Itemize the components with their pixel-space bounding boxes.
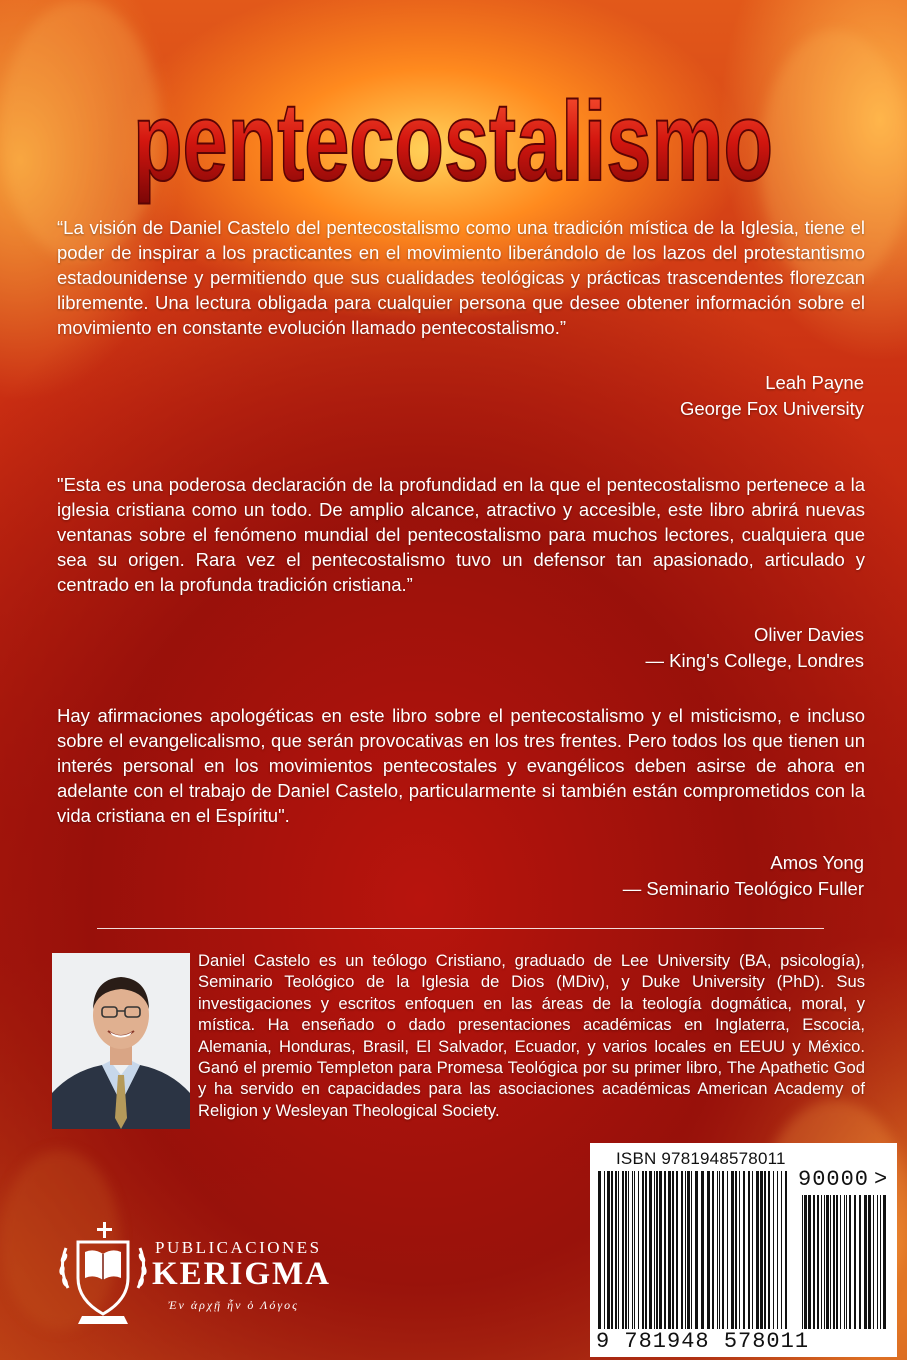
barcode-bar: [659, 1171, 662, 1329]
barcode-bar: [685, 1171, 686, 1329]
barcode-bar: [642, 1171, 644, 1329]
barcode-bar: [756, 1171, 759, 1329]
section-divider: [97, 928, 824, 929]
barcode-bar: [668, 1171, 671, 1329]
barcode-bar: [826, 1195, 829, 1329]
barcode-bar: [785, 1171, 787, 1329]
barcode-bar: [880, 1195, 881, 1329]
barcode-bar: [632, 1171, 633, 1329]
barcode-bar: [808, 1195, 811, 1329]
barcode-bar: [731, 1171, 734, 1329]
review-attribution-2: [364, 622, 864, 674]
barcode-bar: [628, 1171, 629, 1329]
author-photo: [52, 953, 190, 1129]
barcode-bar: [687, 1171, 690, 1329]
barcode-bar: [676, 1171, 678, 1329]
barcode-bar: [656, 1171, 658, 1329]
barcode-bar: [638, 1171, 639, 1329]
barcode-bars-addon: [800, 1195, 890, 1329]
book-shield-icon: [58, 1218, 148, 1328]
barcode-bar: [883, 1195, 886, 1329]
barcode-bar: [695, 1171, 698, 1329]
review-author: Oliver Davies: [754, 624, 864, 645]
price-code: 90000: [798, 1167, 870, 1192]
barcode-bar: [877, 1195, 878, 1329]
barcode-bar: [773, 1171, 774, 1329]
barcode-bar: [804, 1195, 807, 1329]
price-arrow: >: [874, 1167, 888, 1192]
barcode-bar: [868, 1195, 871, 1329]
barcode-bar: [813, 1195, 815, 1329]
isbn-label: ISBN 9781948578011: [616, 1149, 786, 1168]
review-attribution-1: [364, 370, 864, 422]
barcode-bar: [664, 1171, 666, 1329]
isbn-barcode: [590, 1143, 897, 1357]
review-quote-1: “La visión de Daniel Castelo del pentecostalismo como una tradición mística de la Iglesia, tiene el poder de inspirar a los practicantes en el movimiento liberándolo de los lazos del protestantismo estadounidense y permitiendo que sus cualidades teológicas y prácticas trascendentes florezcan libremente. Una lectura obligada para cualquier persona que desee obtener información sobre el movimiento en constante evolución llamado pentecostalismo.”: [57, 217, 865, 338]
barcode-bar: [781, 1171, 782, 1329]
barcode-bar: [844, 1195, 845, 1329]
review-author: Amos Yong: [770, 852, 864, 873]
barcode-bar: [722, 1171, 724, 1329]
barcode-bar: [859, 1195, 861, 1329]
barcode-bar: [735, 1171, 737, 1329]
barcode-bar: [873, 1195, 874, 1329]
barcode-bar: [672, 1171, 674, 1329]
barcode-bar: [645, 1171, 647, 1329]
review-author: Leah Payne: [765, 372, 864, 393]
review-affiliation: — King's College, Londres: [645, 650, 864, 671]
barcode-bar: [604, 1171, 605, 1329]
barcode-bar: [833, 1195, 835, 1329]
barcode-bar: [625, 1171, 627, 1329]
barcode-bar: [727, 1171, 728, 1329]
barcode-bar: [830, 1195, 831, 1329]
barcode-bar: [864, 1195, 867, 1329]
barcode-bar: [821, 1195, 822, 1329]
barcode-bar: [752, 1171, 753, 1329]
publisher-line1: PUBLICACIONES: [155, 1238, 322, 1257]
book-title: [0, 68, 907, 208]
barcode-bar: [649, 1171, 652, 1329]
barcode-bar: [719, 1171, 720, 1329]
cross-icon: [97, 1222, 112, 1238]
review-affiliation: George Fox University: [679, 398, 864, 419]
barcode-bar: [743, 1171, 745, 1329]
barcode-bar: [849, 1195, 851, 1329]
barcode-bar: [634, 1171, 635, 1329]
publisher-logo: [58, 1218, 348, 1328]
author-bio: Daniel Castelo es un teólogo Cristiano, graduado de Lee University (BA, psicología), Seminario Teológico de la Iglesia de Dios (MDiv), y Duke University (PhD). Sus investigaciones y escritos enfoquen en las áreas de la teología dogmática, moral, y mística. Ha enseñado o dado presentaciones académicas en Inglaterra, Escocia, Alemania, Honduras, Brasil, El Salvador, Ecuador, y varios locales en EEUU y México. Ganó el premio Templeton para Promesa Teológica por su primer libro, The Apathetic God y ha servido en capacidades para las asociaciones académicas American Academy of Religion y Wesleyan Theological Society.: [198, 951, 865, 1120]
review-affiliation: — Seminario Teológico Fuller: [622, 878, 864, 899]
barcode-bars-main: [596, 1171, 792, 1329]
barcode-bar: [707, 1171, 710, 1329]
barcode-bar: [607, 1171, 610, 1329]
publisher-motto: Ἐν ἀρχῇ ἦν ὁ Λόγος: [168, 1298, 300, 1312]
barcode-bar: [622, 1171, 624, 1329]
barcode-bar: [768, 1171, 770, 1329]
barcode-bar: [817, 1195, 819, 1329]
barcode-bar: [701, 1171, 704, 1329]
title-text: pentecostalismo: [133, 79, 773, 204]
barcode-bar: [681, 1171, 683, 1329]
barcode-bar: [691, 1171, 692, 1329]
barcode-bar: [654, 1171, 655, 1329]
publisher-line2: KERIGMA: [152, 1256, 331, 1292]
barcode-bar: [760, 1171, 763, 1329]
barcode-bar: [712, 1171, 714, 1329]
review-quote-3: Hay afirmaciones apologéticas en este libro sobre el pentecostalismo y el misticismo, e incluso sobre el evangelicalismo, que serán provocativas en los tres frentes. Pero todos los que tienen un interés personal en los movimientos pentecostales y evangélicos deben asirse de ahora en adelante con el trabajo de Daniel Castelo, particularmente si también están comprometidos con la vida cristiana en el Espíritu".: [57, 705, 865, 826]
review-quote-2: "Esta es una poderosa declaración de la profundidad en la que el pentecostalismo pertenece a la iglesia cristiana como un todo. De amplio alcance, atractivo y accesible, este libro abrirá nuevas ventanas sobre el fenómeno mundial del pentecostalismo para muchos lectores, cualquiera que sea su origen. Rara vez el pentecostalismo tuvo un defensor tan apasionado, articulado y centrado en la profunda tradición cristiana.”: [57, 474, 865, 595]
barcode-bar: [802, 1195, 803, 1329]
barcode-bar: [840, 1195, 841, 1329]
barcode-bar: [748, 1171, 750, 1329]
barcode-bar: [611, 1171, 613, 1329]
isbn-number: 9 781948 578011: [596, 1329, 810, 1354]
barcode-bar: [846, 1195, 847, 1329]
barcode-bar: [618, 1171, 619, 1329]
barcode-bar: [598, 1171, 601, 1329]
barcode-bar: [836, 1195, 838, 1329]
barcode-bar: [854, 1195, 856, 1329]
barcode-bar: [764, 1171, 766, 1329]
barcode-bar: [717, 1171, 718, 1329]
barcode-bar: [824, 1195, 825, 1329]
review-attribution-3: [364, 850, 864, 902]
barcode-bar: [777, 1171, 778, 1329]
barcode-bar: [739, 1171, 740, 1329]
barcode-bar: [615, 1171, 617, 1329]
